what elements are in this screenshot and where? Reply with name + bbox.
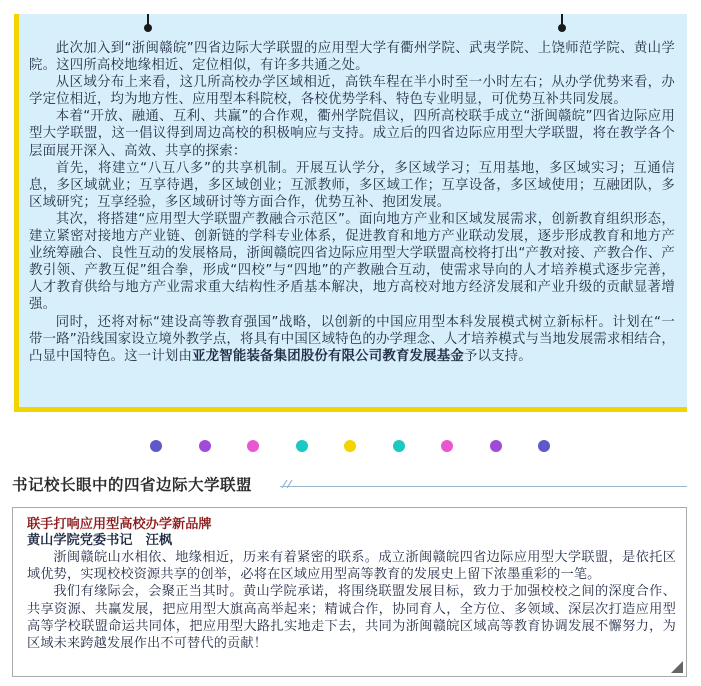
article-box bbox=[12, 507, 687, 677]
sponsor-name: 亚龙智能装备集团股份有限公司教育发展基金 bbox=[192, 348, 464, 364]
intro-text: 同时，还将对标“建设高等教育强国”战略，以创新的中国应用型本科发展模式树立新标杆。计划在“一带一路”沿线国家设立境外教学点，将具有中国区域特色的办学理念、人才培养模式与当地发展需求相结合，凸显中国特色。这一计划由 bbox=[29, 314, 675, 364]
intro-panel bbox=[14, 14, 687, 412]
article-paragraph: 我们有缘际会，会聚正当其时。黄山学院承诺，将围绕联盟发展目标，致力于加强校校之间的深度合作、共享资源、共赢发展，把应用型大旗高高举起来；精诚合作，协同育人，全方位、多领域、深层次打造应用型高等学校联盟命运共同体，把应用型大路扎实地走下去，共同为浙闽赣皖区域高等教育协调发展不懈努力，为区域未来跨越发展作出不可替代的贡献！ bbox=[27, 584, 676, 652]
slash-icon bbox=[280, 479, 294, 489]
intro-paragraph: 本着“开放、融通、互利、共赢”的合作观，衢州学院倡议，四所高校联手成立“浙闽赣皖”四省边际应用型大学联盟，这一倡议得到周边高校的积极响应与支持。成立后的四省边际应用型大学联盟，将在教学各个层面展开深入、高效、共享的探索： bbox=[29, 109, 675, 159]
dot-icon bbox=[490, 440, 502, 452]
section-title: 书记校长眼中的四省边际大学联盟 bbox=[12, 476, 253, 494]
intro-paragraph: 从区域分布上来看，这几所高校办学区域相近，高铁车程在半小时至一小时左右；从办学优势来看，办学定位相近，均为地方性、应用型本科院校，各校优势学科、特色专业明显，可优势互补共同发展。 bbox=[29, 75, 675, 108]
pin-icon bbox=[147, 14, 149, 26]
pin-icon bbox=[561, 14, 563, 26]
dot-icon bbox=[247, 440, 259, 452]
dot-icon bbox=[344, 440, 356, 452]
intro-paragraph: 其次，将搭建“应用型大学联盟产教融合示范区”。面向地方产业和区域发展需求，创新教育组织形态，建立紧密对接地方产业链、创新链的学科专业体系，促进教育和地方产业联动发展，逐步形成教育和地方产业统筹融合、良性互动的发展格局，浙闽赣皖四省边际应用型大学联盟高校将打出“产教对接、产教合作、产教引领、产教互促”组合拳，形成“四校”与“四地”的产教融合互动，使需求导向的人才培养模式逐步完善，人才教育供给与地方产业需求重大结构性矛盾基本解决，地方高校对地方经济发展和产业升级的贡献显著增强。 bbox=[29, 211, 675, 313]
intro-text: 予以支持。 bbox=[463, 348, 532, 364]
corner-triangle-icon bbox=[671, 661, 683, 673]
article-paragraph: 浙闽赣皖山水相依、地缘相近，历来有着紧密的联系。成立浙闽赣皖四省边际应用型大学联盟，是依托区域优势，实现校校资源共享的创举，必将在区域应用型高等教育的发展史上留下浓墨重彩的一笔。 bbox=[27, 550, 676, 583]
dot-icon bbox=[538, 440, 550, 452]
dot-icon bbox=[150, 440, 162, 452]
intro-paragraph-last bbox=[29, 314, 675, 365]
article-author: 黄山学院党委书记 汪枫 bbox=[27, 533, 173, 548]
title-divider bbox=[280, 486, 687, 487]
decorative-dots bbox=[150, 440, 550, 452]
dot-icon bbox=[441, 440, 453, 452]
intro-paragraph: 此次加入到“浙闽赣皖”四省边际大学联盟的应用型大学有衢州学院、武夷学院、上饶师范学院、黄山学院。这四所高校地缘相近、定位相似，有许多共通之处。 bbox=[29, 41, 675, 74]
dot-icon bbox=[393, 440, 405, 452]
dot-icon bbox=[296, 440, 308, 452]
dot-icon bbox=[199, 440, 211, 452]
article-headline: 联手打响应用型高校办学新品牌 bbox=[27, 517, 212, 532]
intro-paragraph: 首先，将建立“八互八多”的共享机制。开展互认学分，多区域学习；互用基地，多区域实习；互通信息，多区域就业；互享待遇，多区域创业；互派教师，多区域工作；互享设备，多区域使用；互融团队，多区域研究；互享经验，多区域研讨等方面合作，优势互补、抱团发展。 bbox=[29, 160, 675, 210]
